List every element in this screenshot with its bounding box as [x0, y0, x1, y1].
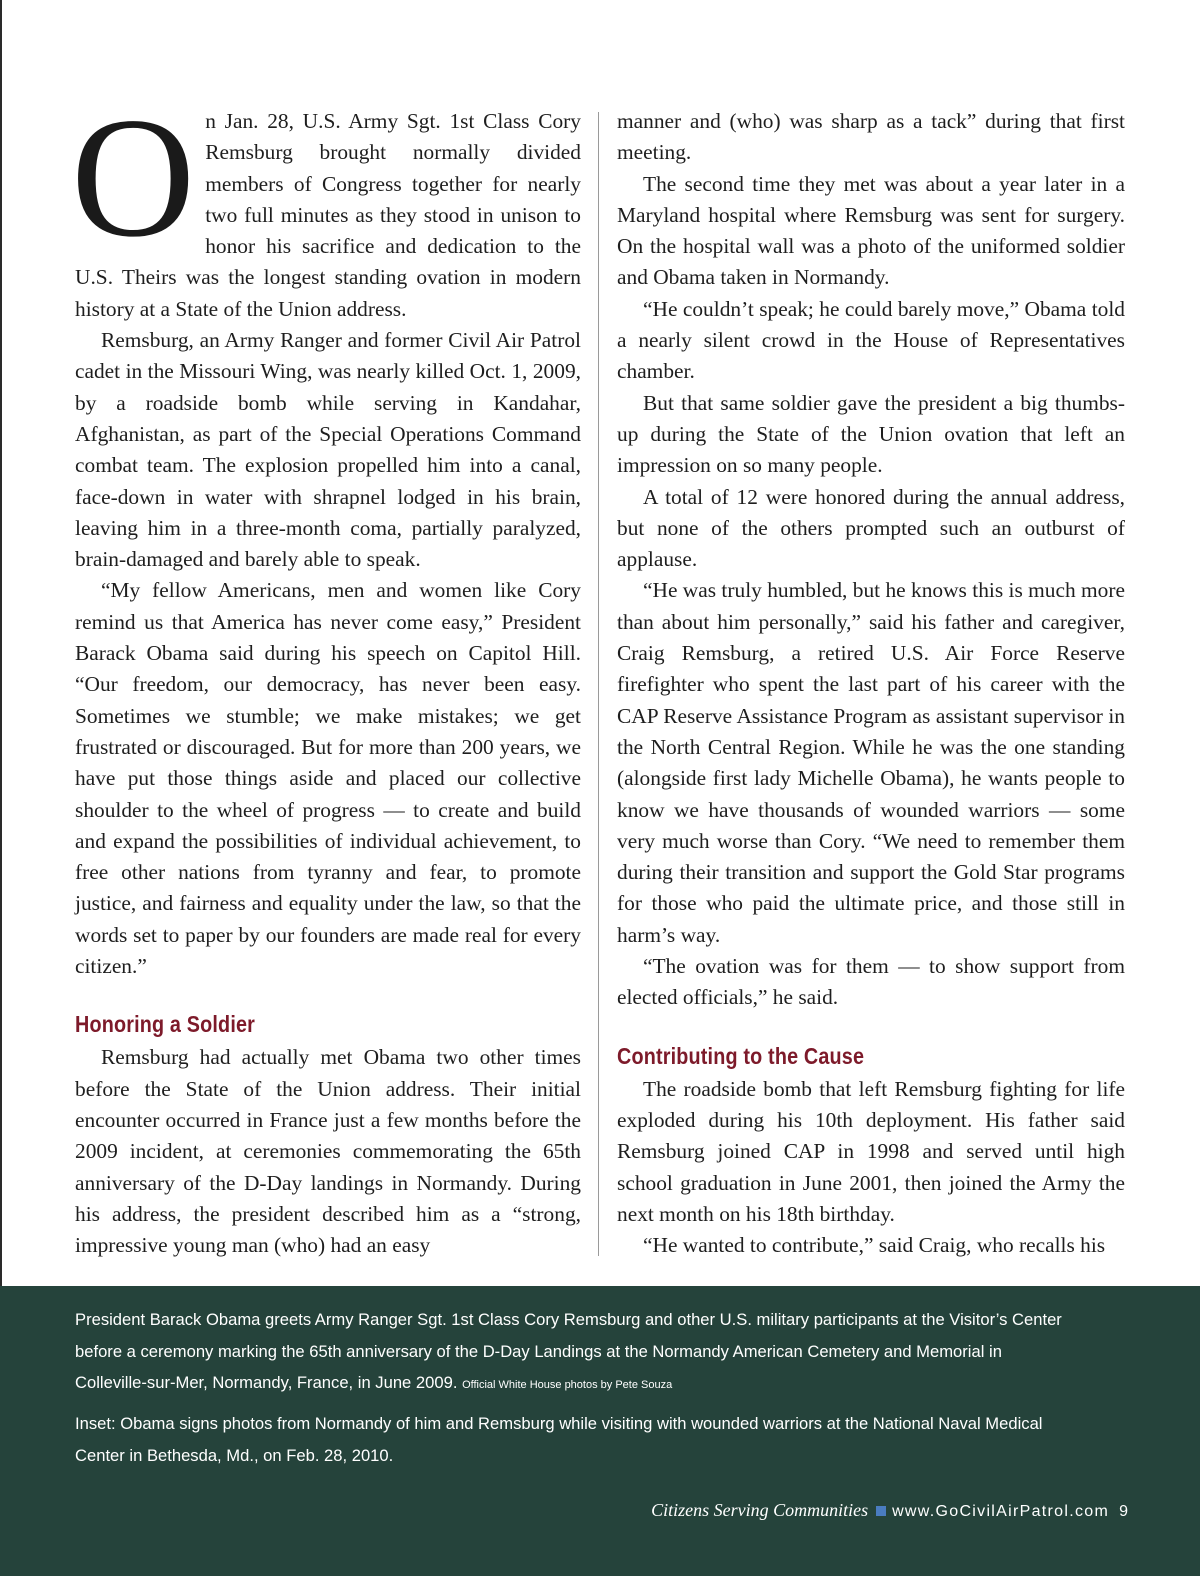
photo-credit: Official White House photos by Pete Souza — [462, 1379, 673, 1391]
website-link[interactable]: www.GoCivilAirPatrol.com — [892, 1503, 1110, 1520]
photo-caption — [75, 1304, 1075, 1402]
article-paragraph: “He was truly humbled, but he knows this is much more than about him personally,” said his father and caregiver, Craig Remsburg, a retired U.S. Air Force Reserve firefighter who spent the last part of his career with the CAP Reserve Assistance Program as assistant supervisor in the North Central Region. While he was the one standing (alongside first lady Michelle Obama), he wants people to know we have thousands of wounded warriors — some very much worse than Cory. “We need to remember them during their transition and support the Gold Star programs for those who paid the ultimate price, and those still in harm’s way. — [617, 578, 1125, 947]
article-paragraph: Remsburg, an Army Ranger and former Civil Air Patrol cadet in the Missouri Wing, was nearly killed Oct. 1, 2009, by a roadside bomb while serving in Kandahar, Afghanistan, as part of the Special Operations Command combat team. The explosion propelled him into a canal, face-down in water with shrapnel lodged in his brain, leaving him in a three-month coma, partially paralyzed, brain-damaged and barely able to speak. — [75, 328, 581, 572]
article-column-right — [617, 106, 1125, 1261]
article-paragraph: “My fellow Americans, men and women like Cory remind us that America has never come easy,” President Barack Obama said during his speech on Capitol Hill. “Our freedom, our democracy, has never been easy. Sometimes we stumble; we make mistakes; we get frustrated or discouraged. But for more than 200 years, we have put those things aside and placed our collective shoulder to the wheel of progress — to create and build and expand the possibilities of individual achievement, to free other nations from tyranny and fear, to promote justice, and fairness and equality under the law, so that the words set to paper by our founders are made real for every citizen.” — [75, 578, 581, 979]
article-paragraph: “He couldn’t speak; he could barely move,” Obama told a nearly silent crowd in the House of Representatives chamber. — [617, 296, 1125, 384]
article-paragraph: A total of 12 were honored during the annual address, but none of the others prompted such an outburst of applause. — [617, 484, 1125, 572]
page-footer — [651, 1500, 1128, 1521]
inset-caption: Inset: Obama signs photos from Normandy of him and Remsburg while visiting with wounded warriors at the National Naval Medical Center in Bethesda, Md., on Feb. 28, 2010. — [75, 1414, 1043, 1465]
subhead-contributing-to-the-cause: Contributing to the Cause — [617, 1042, 865, 1069]
article-column-left — [71, 83, 581, 1261]
footer-tagline: Citizens Serving Communities — [651, 1500, 869, 1520]
page-edge-rule — [0, 0, 2, 1286]
article-paragraph: manner and (who) was sharp as a tack” during that first meeting. — [617, 109, 1125, 165]
article-paragraph — [71, 83, 581, 325]
article-paragraph: Remsburg had actually met Obama two other times before the State of the Union address. Their initial encounter occurred in France just a few months before the 2009 incident, at ceremonies commemorating the 65th anniversary of the D-Day landings in Normandy. During his address, the president described him as a “strong, impressive young man (who) had an easy — [75, 1045, 581, 1258]
article-paragraph: The roadside bomb that left Remsburg fighting for life exploded during his 10th deployment. His father said Remsburg joined CAP in 1998 and served until high school graduation in June 2001, then joined the Army the next month on his 18th birthday. — [617, 1076, 1125, 1226]
article-paragraph: “The ovation was for them — to show support from elected officials,” he said. — [617, 954, 1125, 1010]
article-paragraph: The second time they met was about a year later in a Maryland hospital where Remsburg was sent for surgery. On the hospital wall was a photo of the uniformed soldier and Obama taken in Normandy. — [617, 171, 1125, 290]
square-bullet-icon — [876, 1506, 886, 1516]
article-paragraph: “He wanted to contribute,” said Craig, who recalls his — [643, 1233, 1106, 1258]
paragraph-text: n Jan. 28, U.S. Army Sgt. 1st Class Cory Remsburg brought normally divided members of Congress together for nearly two full minutes as they stood in unison to honor his sacrifice and dedication to the U.S. Theirs was the longest standing ovation in modern history at a State of the Union address. — [75, 109, 581, 321]
caption-text: President Barack Obama greets Army Ranger Sgt. 1st Class Cory Remsburg and other U.S. military participants at the Visitor’s Center before a ceremony marking the 65th anniversary of the D-Day Landings at the Normandy American Cemetery and Memorial in Colleville-sur-Mer, Normandy, France, in June 2009. — [75, 1310, 1062, 1392]
page-number: 9 — [1119, 1503, 1128, 1520]
column-divider — [598, 112, 599, 1256]
article-paragraph: But that same soldier gave the president a big thumbs-up during the State of the Union ovation that left an impression on so many people. — [617, 390, 1125, 478]
drop-cap: O — [71, 83, 196, 273]
subhead-honoring-a-soldier: Honoring a Soldier — [75, 1011, 256, 1038]
